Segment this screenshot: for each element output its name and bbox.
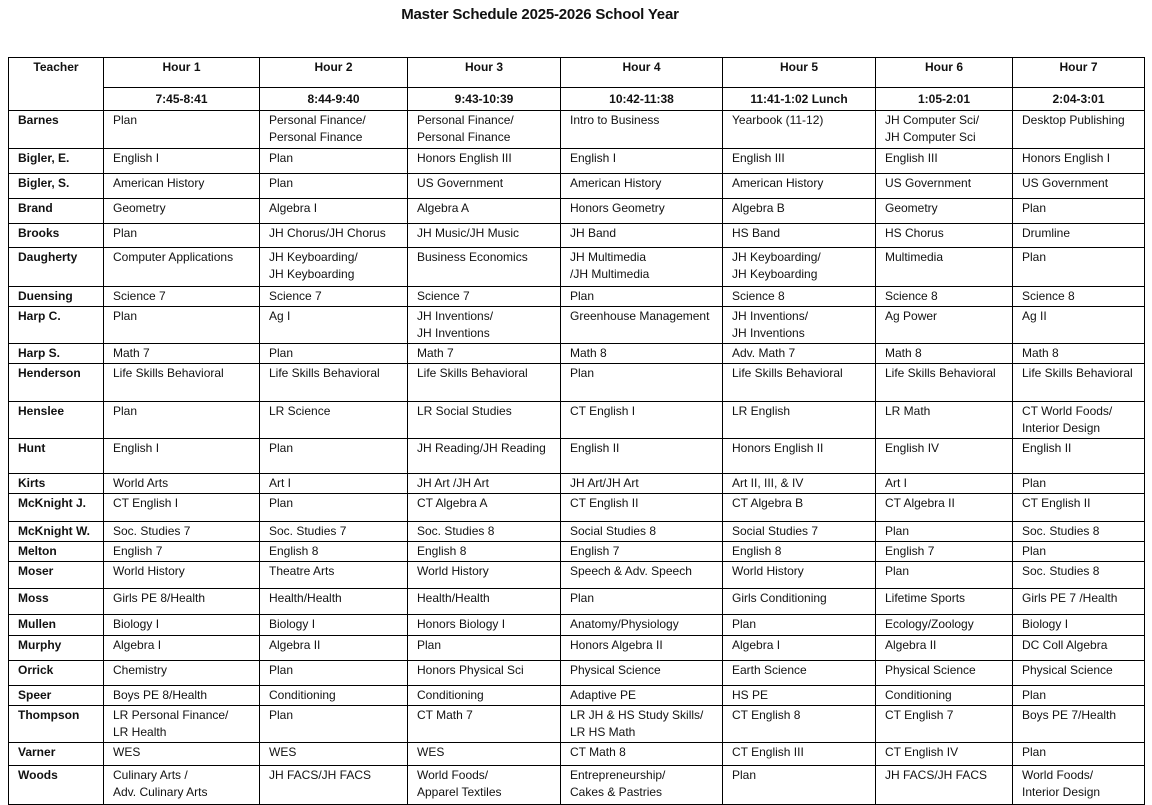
class-cell: CT English III: [723, 743, 876, 766]
class-cell: Life Skills Behavioral: [723, 364, 876, 402]
class-cell: English III: [723, 149, 876, 174]
hour-time: 9:43-10:39: [408, 88, 561, 111]
class-cell: Plan: [260, 439, 408, 474]
class-cell: Plan: [1013, 248, 1145, 287]
class-cell: English III: [876, 149, 1013, 174]
teacher-name: Brand: [9, 199, 104, 224]
class-cell: English I: [104, 439, 260, 474]
class-cell: Math 7: [104, 344, 260, 364]
teacher-name: Henslee: [9, 402, 104, 439]
class-cell: Girls PE 7 /Health: [1013, 589, 1145, 615]
class-cell: Earth Science: [723, 661, 876, 686]
class-cell: English 7: [876, 542, 1013, 562]
class-cell: Math 8: [561, 344, 723, 364]
class-cell: Conditioning: [260, 686, 408, 706]
class-cell: Science 8: [1013, 287, 1145, 307]
class-cell: Boys PE 7/Health: [1013, 706, 1145, 743]
teacher-name: Moss: [9, 589, 104, 615]
class-cell: CT English 8: [723, 706, 876, 743]
class-cell: JH Inventions/ JH Inventions: [723, 307, 876, 344]
class-cell: CT Algebra B: [723, 494, 876, 522]
class-cell: Culinary Arts / Adv. Culinary Arts: [104, 766, 260, 805]
class-cell: Adv. Math 7: [723, 344, 876, 364]
class-cell: English 7: [561, 542, 723, 562]
class-cell: Plan: [1013, 686, 1145, 706]
class-cell: Conditioning: [408, 686, 561, 706]
class-cell: JH Computer Sci/ JH Computer Sci: [876, 111, 1013, 149]
class-cell: Personal Finance/ Personal Finance: [408, 111, 561, 149]
class-cell: World Foods/ Interior Design: [1013, 766, 1145, 805]
class-cell: Art I: [876, 474, 1013, 494]
class-cell: World History: [723, 562, 876, 589]
class-cell: Business Economics: [408, 248, 561, 287]
class-cell: Science 7: [260, 287, 408, 307]
class-cell: English IV: [876, 439, 1013, 474]
teacher-name: Speer: [9, 686, 104, 706]
class-cell: English I: [104, 149, 260, 174]
hour-time: 11:41-1:02 Lunch: [723, 88, 876, 111]
master-schedule-table: [8, 57, 1145, 805]
teacher-name: Barnes: [9, 111, 104, 149]
class-cell: JH Music/JH Music: [408, 224, 561, 248]
class-cell: English 8: [260, 542, 408, 562]
class-cell: Geometry: [876, 199, 1013, 224]
class-cell: HS PE: [723, 686, 876, 706]
table-row: [9, 364, 1145, 402]
class-cell: Ag I: [260, 307, 408, 344]
class-cell: Plan: [876, 522, 1013, 542]
class-cell: World History: [104, 562, 260, 589]
class-cell: Algebra I: [723, 636, 876, 661]
class-cell: Plan: [260, 344, 408, 364]
class-cell: Plan: [723, 615, 876, 636]
hour-time: 1:05-2:01: [876, 88, 1013, 111]
class-cell: Conditioning: [876, 686, 1013, 706]
class-cell: LR Science: [260, 402, 408, 439]
class-cell: US Government: [876, 174, 1013, 199]
hour-time: 8:44-9:40: [260, 88, 408, 111]
teacher-name: Duensing: [9, 287, 104, 307]
table-row: [9, 661, 1145, 686]
teacher-name: Thompson: [9, 706, 104, 743]
class-cell: LR Personal Finance/ LR Health: [104, 706, 260, 743]
class-cell: Plan: [561, 589, 723, 615]
class-cell: Drumline: [1013, 224, 1145, 248]
table-row: [9, 686, 1145, 706]
teacher-name: Kirts: [9, 474, 104, 494]
class-cell: Honors Physical Sci: [408, 661, 561, 686]
table-row: [9, 224, 1145, 248]
header-row-hours: [9, 58, 1145, 88]
class-cell: Plan: [260, 494, 408, 522]
table-header: [9, 58, 1145, 111]
table-row: [9, 766, 1145, 805]
table-row: [9, 474, 1145, 494]
class-cell: Honors Algebra II: [561, 636, 723, 661]
teacher-name: Harp S.: [9, 344, 104, 364]
table-row: [9, 402, 1145, 439]
hour-header: Hour 4: [561, 58, 723, 88]
class-cell: Plan: [260, 661, 408, 686]
class-cell: Algebra B: [723, 199, 876, 224]
class-cell: Desktop Publishing: [1013, 111, 1145, 149]
class-cell: Health/Health: [260, 589, 408, 615]
class-cell: Yearbook (11-12): [723, 111, 876, 149]
class-cell: Honors Biology I: [408, 615, 561, 636]
class-cell: LR JH & HS Study Skills/ LR HS Math: [561, 706, 723, 743]
teacher-name: Henderson: [9, 364, 104, 402]
class-cell: JH Art /JH Art: [408, 474, 561, 494]
class-cell: Physical Science: [561, 661, 723, 686]
class-cell: Social Studies 8: [561, 522, 723, 542]
class-cell: Algebra I: [260, 199, 408, 224]
teacher-name: Murphy: [9, 636, 104, 661]
hour-header: Hour 3: [408, 58, 561, 88]
class-cell: WES: [408, 743, 561, 766]
hour-header: Hour 7: [1013, 58, 1145, 88]
teacher-name: Varner: [9, 743, 104, 766]
teacher-name: Bigler, S.: [9, 174, 104, 199]
class-cell: Plan: [1013, 743, 1145, 766]
class-cell: JH Keyboarding/ JH Keyboarding: [723, 248, 876, 287]
class-cell: Soc. Studies 8: [408, 522, 561, 542]
class-cell: Plan: [876, 562, 1013, 589]
class-cell: English 7: [104, 542, 260, 562]
class-cell: Anatomy/Physiology: [561, 615, 723, 636]
teacher-column-header: Teacher: [9, 58, 104, 111]
teacher-name: Orrick: [9, 661, 104, 686]
class-cell: CT English 7: [876, 706, 1013, 743]
table-row: [9, 494, 1145, 522]
class-cell: CT Algebra II: [876, 494, 1013, 522]
class-cell: CT English IV: [876, 743, 1013, 766]
class-cell: WES: [104, 743, 260, 766]
teacher-name: Hunt: [9, 439, 104, 474]
hour-header: Hour 6: [876, 58, 1013, 88]
page-title: Master Schedule 2025-2026 School Year: [401, 6, 679, 23]
class-cell: HS Chorus: [876, 224, 1013, 248]
class-cell: DC Coll Algebra: [1013, 636, 1145, 661]
class-cell: Plan: [260, 174, 408, 199]
class-cell: World Arts: [104, 474, 260, 494]
class-cell: CT English I: [104, 494, 260, 522]
class-cell: Life Skills Behavioral: [408, 364, 561, 402]
table-row: [9, 111, 1145, 149]
class-cell: Theatre Arts: [260, 562, 408, 589]
class-cell: Plan: [1013, 199, 1145, 224]
class-cell: Physical Science: [876, 661, 1013, 686]
class-cell: Life Skills Behavioral: [104, 364, 260, 402]
class-cell: Soc. Studies 8: [1013, 522, 1145, 542]
class-cell: Plan: [104, 111, 260, 149]
class-cell: Biology I: [1013, 615, 1145, 636]
class-cell: Plan: [723, 766, 876, 805]
class-cell: Science 7: [408, 287, 561, 307]
table-row: [9, 542, 1145, 562]
class-cell: Plan: [104, 307, 260, 344]
class-cell: Soc. Studies 7: [104, 522, 260, 542]
teacher-name: Brooks: [9, 224, 104, 248]
table-row: [9, 344, 1145, 364]
class-cell: Girls Conditioning: [723, 589, 876, 615]
class-cell: Algebra A: [408, 199, 561, 224]
class-cell: Physical Science: [1013, 661, 1145, 686]
class-cell: Plan: [104, 224, 260, 248]
class-cell: English 8: [408, 542, 561, 562]
class-cell: US Government: [408, 174, 561, 199]
class-cell: WES: [260, 743, 408, 766]
class-cell: Honors English III: [408, 149, 561, 174]
class-cell: Plan: [1013, 474, 1145, 494]
class-cell: JH Inventions/ JH Inventions: [408, 307, 561, 344]
class-cell: Algebra II: [260, 636, 408, 661]
class-cell: Life Skills Behavioral: [876, 364, 1013, 402]
table-row: [9, 706, 1145, 743]
class-cell: Math 8: [1013, 344, 1145, 364]
class-cell: Algebra II: [876, 636, 1013, 661]
class-cell: LR Social Studies: [408, 402, 561, 439]
class-cell: JH Chorus/JH Chorus: [260, 224, 408, 248]
hour-header: Hour 5: [723, 58, 876, 88]
class-cell: Ag II: [1013, 307, 1145, 344]
class-cell: Greenhouse Management: [561, 307, 723, 344]
class-cell: CT English II: [1013, 494, 1145, 522]
class-cell: Honors English II: [723, 439, 876, 474]
class-cell: JH Band: [561, 224, 723, 248]
class-cell: Plan: [1013, 542, 1145, 562]
class-cell: Math 7: [408, 344, 561, 364]
class-cell: Computer Applications: [104, 248, 260, 287]
class-cell: Speech & Adv. Speech: [561, 562, 723, 589]
table-row: [9, 287, 1145, 307]
class-cell: Plan: [260, 706, 408, 743]
table-row: [9, 589, 1145, 615]
hour-header: Hour 1: [104, 58, 260, 88]
class-cell: English II: [1013, 439, 1145, 474]
class-cell: JH FACS/JH FACS: [876, 766, 1013, 805]
class-cell: Plan: [408, 636, 561, 661]
table-row: [9, 248, 1145, 287]
class-cell: Girls PE 8/Health: [104, 589, 260, 615]
class-cell: Honors Geometry: [561, 199, 723, 224]
class-cell: LR English: [723, 402, 876, 439]
class-cell: American History: [561, 174, 723, 199]
header-row-times: [9, 88, 1145, 111]
class-cell: Life Skills Behavioral: [1013, 364, 1145, 402]
class-cell: World Foods/ Apparel Textiles: [408, 766, 561, 805]
class-cell: Science 7: [104, 287, 260, 307]
class-cell: Multimedia: [876, 248, 1013, 287]
class-cell: World History: [408, 562, 561, 589]
class-cell: Art II, III, & IV: [723, 474, 876, 494]
table-row: [9, 562, 1145, 589]
teacher-name: Melton: [9, 542, 104, 562]
table-row: [9, 199, 1145, 224]
hour-time: 10:42-11:38: [561, 88, 723, 111]
hour-header: Hour 2: [260, 58, 408, 88]
class-cell: Soc. Studies 8: [1013, 562, 1145, 589]
class-cell: JH FACS/JH FACS: [260, 766, 408, 805]
class-cell: Chemistry: [104, 661, 260, 686]
schedule-body: [9, 111, 1145, 805]
class-cell: Plan: [561, 364, 723, 402]
class-cell: Biology I: [104, 615, 260, 636]
class-cell: Geometry: [104, 199, 260, 224]
teacher-name: Mullen: [9, 615, 104, 636]
class-cell: Art I: [260, 474, 408, 494]
table-row: [9, 615, 1145, 636]
class-cell: CT Algebra A: [408, 494, 561, 522]
teacher-name: Harp C.: [9, 307, 104, 344]
table-row: [9, 743, 1145, 766]
class-cell: Entrepreneurship/ Cakes & Pastries: [561, 766, 723, 805]
table-row: [9, 636, 1145, 661]
class-cell: JH Reading/JH Reading: [408, 439, 561, 474]
class-cell: Life Skills Behavioral: [260, 364, 408, 402]
class-cell: US Government: [1013, 174, 1145, 199]
table-row: [9, 307, 1145, 344]
class-cell: Math 8: [876, 344, 1013, 364]
table-row: [9, 439, 1145, 474]
teacher-name: Daugherty: [9, 248, 104, 287]
hour-time: 7:45-8:41: [104, 88, 260, 111]
class-cell: Science 8: [723, 287, 876, 307]
class-cell: JH Multimedia /JH Multimedia: [561, 248, 723, 287]
class-cell: Soc. Studies 7: [260, 522, 408, 542]
class-cell: HS Band: [723, 224, 876, 248]
class-cell: Algebra I: [104, 636, 260, 661]
class-cell: Science 8: [876, 287, 1013, 307]
class-cell: English II: [561, 439, 723, 474]
class-cell: CT World Foods/ Interior Design: [1013, 402, 1145, 439]
class-cell: CT Math 7: [408, 706, 561, 743]
class-cell: Intro to Business: [561, 111, 723, 149]
class-cell: LR Math: [876, 402, 1013, 439]
class-cell: Honors English I: [1013, 149, 1145, 174]
class-cell: CT English I: [561, 402, 723, 439]
hour-time: 2:04-3:01: [1013, 88, 1145, 111]
teacher-name: Moser: [9, 562, 104, 589]
class-cell: Ecology/Zoology: [876, 615, 1013, 636]
teacher-name: McKnight J.: [9, 494, 104, 522]
class-cell: Social Studies 7: [723, 522, 876, 542]
class-cell: English 8: [723, 542, 876, 562]
class-cell: English I: [561, 149, 723, 174]
class-cell: JH Art/JH Art: [561, 474, 723, 494]
class-cell: CT English II: [561, 494, 723, 522]
class-cell: Adaptive PE: [561, 686, 723, 706]
class-cell: American History: [104, 174, 260, 199]
teacher-name: McKnight W.: [9, 522, 104, 542]
teacher-name: Bigler, E.: [9, 149, 104, 174]
class-cell: JH Keyboarding/ JH Keyboarding: [260, 248, 408, 287]
class-cell: Personal Finance/ Personal Finance: [260, 111, 408, 149]
teacher-name: Woods: [9, 766, 104, 805]
table-row: [9, 174, 1145, 199]
class-cell: Ag Power: [876, 307, 1013, 344]
table-row: [9, 149, 1145, 174]
class-cell: Boys PE 8/Health: [104, 686, 260, 706]
class-cell: Plan: [561, 287, 723, 307]
class-cell: Biology I: [260, 615, 408, 636]
table-row: [9, 522, 1145, 542]
class-cell: American History: [723, 174, 876, 199]
class-cell: Plan: [260, 149, 408, 174]
class-cell: Health/Health: [408, 589, 561, 615]
class-cell: Lifetime Sports: [876, 589, 1013, 615]
class-cell: CT Math 8: [561, 743, 723, 766]
class-cell: Plan: [104, 402, 260, 439]
